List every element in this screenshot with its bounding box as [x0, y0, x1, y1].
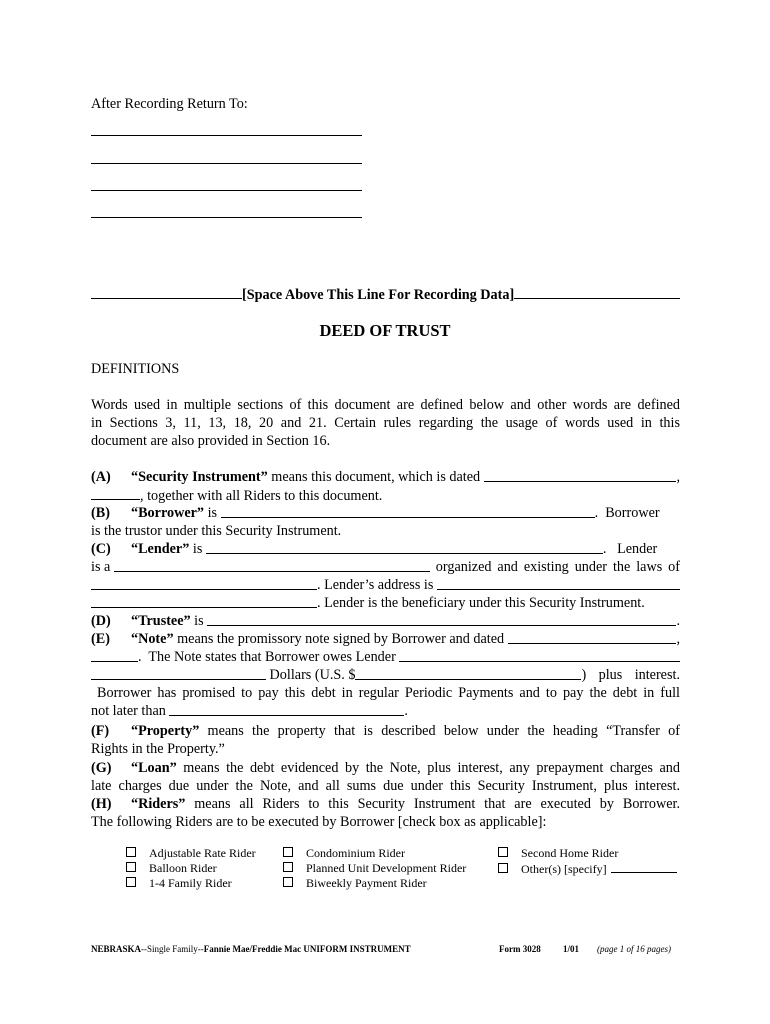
intro-line-2: in Sections 3, 11, 13, 18, 20 and 21. Certain rules regarding the usage of words used in this	[91, 415, 680, 431]
footer-page-number: (page 1 of 16 pages)	[597, 944, 671, 954]
lender-entity-type-field[interactable]	[114, 558, 430, 572]
checkbox-icon[interactable]	[498, 847, 508, 857]
def-c-line-2: is a organized and existing under the laws of	[91, 559, 680, 575]
return-line-1	[91, 135, 362, 136]
def-e-line-5: not later than .	[91, 703, 408, 719]
def-b-line-1: (B) “Borrower” is . Borrower	[91, 505, 660, 521]
lender-address-field[interactable]	[437, 576, 680, 590]
def-c-line-1: (C) “Lender” is . Lender	[91, 541, 658, 557]
document-title: DEED OF TRUST	[319, 321, 451, 340]
recording-rule-left	[91, 285, 242, 299]
note-date-field[interactable]	[508, 630, 677, 644]
def-a-line-1: (A) “Security Instrument” means this document, which is dated ,	[91, 469, 680, 485]
return-line-3	[91, 190, 362, 191]
rider-balloon[interactable]: Balloon Rider	[126, 861, 217, 876]
footer-form-date: 1/01	[563, 944, 580, 954]
checkbox-icon[interactable]	[126, 847, 136, 857]
def-d-line-1: (D) “Trustee” is .	[91, 613, 680, 629]
return-to-label: After Recording Return To:	[91, 96, 248, 112]
def-e-line-3: Dollars (U.S. $ ) plus interest.	[91, 666, 680, 684]
trustee-name-field[interactable]	[207, 612, 676, 626]
borrower-name-field[interactable]	[221, 504, 595, 518]
lender-name-field[interactable]	[206, 540, 603, 554]
def-h-line-2: The following Riders are to be executed by Borrower [check box as applicable]:	[91, 814, 547, 830]
other-riders-specify-field[interactable]	[611, 861, 677, 873]
def-a-line-2: , together with all Riders to this document.	[91, 486, 680, 505]
recording-data-line	[91, 285, 680, 304]
rider-others[interactable]: Other(s) [specify]	[498, 861, 677, 877]
def-c-line-4: . Lender is the beneficiary under this Security Instrument.	[91, 594, 680, 612]
return-line-4	[91, 217, 362, 218]
def-g-line-2: late charges due under the Note, and all sums due under this Security Instrument, plus interest.	[91, 778, 680, 794]
rider-planned-unit-development[interactable]: Planned Unit Development Rider	[283, 861, 466, 876]
def-h-line-1: (H) “Riders” means all Riders to this Security Instrument that are executed by Borrower.	[91, 796, 680, 812]
intro-line-3: document are also provided in Section 16.	[91, 433, 331, 449]
security-instrument-year-field[interactable]	[91, 486, 140, 500]
lender-address-continued-field[interactable]	[91, 594, 317, 608]
def-f-line-1: (F) “Property” means the property that is described below under the heading “Transfer of	[91, 723, 680, 739]
def-e-line-4: Borrower has promised to pay this debt in regular Periodic Payments and to pay the debt in full	[91, 685, 680, 701]
rider-biweekly-payment[interactable]: Biweekly Payment Rider	[283, 876, 427, 891]
maturity-date-field[interactable]	[169, 702, 404, 716]
recording-label: [Space Above This Line For Recording Data]	[242, 287, 515, 303]
def-g-line-1: (G) “Loan” means the debt evidenced by the Note, plus interest, any prepayment charges and	[91, 760, 680, 776]
rider-adjustable-rate[interactable]: Adjustable Rate Rider	[126, 846, 256, 861]
note-amount-words-field[interactable]	[399, 648, 680, 662]
checkbox-icon[interactable]	[283, 877, 293, 887]
rider-condominium[interactable]: Condominium Rider	[283, 846, 405, 861]
security-instrument-date-field[interactable]	[484, 468, 677, 482]
note-amount-words-continued-field[interactable]	[91, 666, 266, 680]
def-c-line-3: . Lender’s address is	[91, 576, 680, 594]
recording-rule-right	[514, 285, 680, 299]
rider-second-home[interactable]: Second Home Rider	[498, 846, 618, 861]
checkbox-icon[interactable]	[126, 862, 136, 872]
definitions-heading: DEFINITIONS	[91, 361, 180, 377]
def-e-line-1: (E) “Note” means the promissory note signed by Borrower and dated ,	[91, 631, 680, 647]
def-e-line-2: . The Note states that Borrower owes Lender	[91, 648, 680, 666]
footer-form-number: Form 3028	[499, 944, 541, 954]
checkbox-icon[interactable]	[283, 862, 293, 872]
intro-line-1: Words used in multiple sections of this document are defined below and other words are defined	[91, 397, 680, 413]
def-b-line-2: is the trustor under this Security Instrument.	[91, 523, 342, 539]
def-f-line-2: Rights in the Property.”	[91, 741, 225, 757]
note-amount-dollars-field[interactable]	[355, 666, 581, 680]
rider-1-4-family[interactable]: 1-4 Family Rider	[126, 876, 232, 891]
note-year-field[interactable]	[91, 648, 138, 662]
checkbox-icon[interactable]	[498, 863, 508, 873]
footer-instrument: NEBRASKA--Single Family--Fannie Mae/Freddie Mac UNIFORM INSTRUMENT	[91, 944, 411, 954]
checkbox-icon[interactable]	[283, 847, 293, 857]
return-line-2	[91, 163, 362, 164]
lender-jurisdiction-field[interactable]	[91, 576, 317, 590]
checkbox-icon[interactable]	[126, 877, 136, 887]
